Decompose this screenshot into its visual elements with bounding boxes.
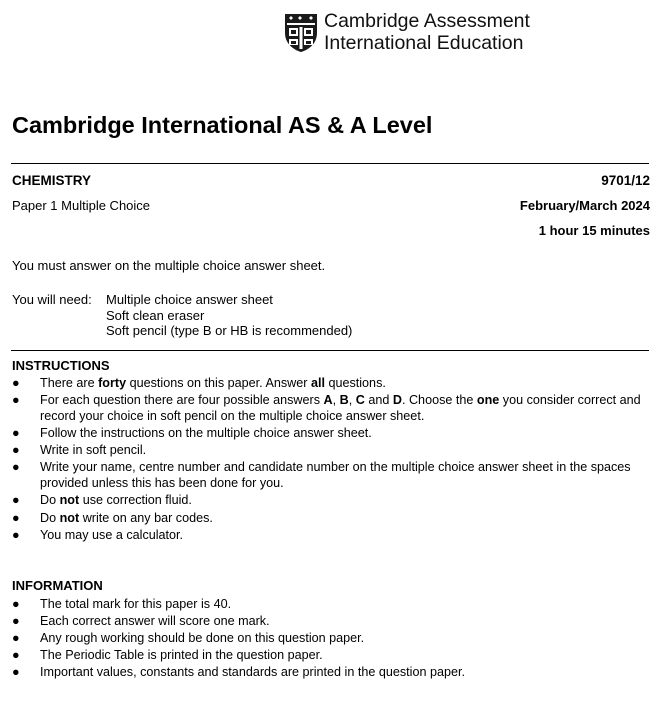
bullet-icon: ● xyxy=(12,527,20,542)
information-list xyxy=(12,596,652,681)
list-item xyxy=(12,630,652,646)
list-item-text: You may use a calculator. xyxy=(40,527,184,542)
list-item-text: Follow the instructions on the multiple choice answer sheet. xyxy=(40,426,372,441)
list-item-text: Each correct answer will score one mark. xyxy=(40,614,270,629)
list-item xyxy=(12,527,652,543)
bullet-icon: ● xyxy=(12,631,20,646)
bullet-icon: ● xyxy=(12,614,20,629)
bullet-icon: ● xyxy=(12,665,20,680)
list-item-text: The total mark for this paper is 40. xyxy=(40,597,232,611)
list-item-text: Any rough working should be done on this question paper. xyxy=(40,631,365,646)
bullet-icon: ● xyxy=(12,648,20,663)
list-item-text: Write in soft pencil. xyxy=(40,443,147,458)
exam-duration: 1 hour 15 minutes xyxy=(538,223,650,238)
list-item-text: Do not use correction fluid. xyxy=(40,493,192,508)
page-title: Cambridge International AS & A Level xyxy=(12,112,433,138)
list-item xyxy=(12,664,652,680)
list-item-text: For each question there are four possible answers A, B, C and D. Choose the one you consider correct and record your choice in soft pencil on the multiple choice answer sheet. xyxy=(40,393,641,424)
subject-label: CHEMISTRY xyxy=(12,173,92,188)
list-item xyxy=(12,459,652,491)
logo-line-2: International Education xyxy=(324,32,524,54)
list-item xyxy=(12,392,652,424)
list-item xyxy=(12,613,652,629)
list-item xyxy=(12,510,652,526)
materials-label: You will need: xyxy=(12,292,92,307)
list-item-text: There are forty questions on this paper. Answer all questions. xyxy=(40,376,386,390)
list-item xyxy=(12,442,652,458)
logo-line-1: Cambridge Assessment xyxy=(324,10,530,32)
bullet-icon: ● xyxy=(12,426,20,441)
bullet-icon: ● xyxy=(12,510,20,525)
instructions-heading: INSTRUCTIONS xyxy=(12,358,110,373)
information-heading: INFORMATION xyxy=(12,578,103,593)
cambridge-logo xyxy=(284,11,564,55)
bullet-icon: ● xyxy=(12,597,20,611)
materials-item: Soft clean eraser xyxy=(106,307,205,323)
bullet-icon: ● xyxy=(12,393,20,408)
list-item xyxy=(12,425,652,441)
materials-item: Soft pencil (type B or HB is recommended) xyxy=(106,323,353,338)
list-item xyxy=(12,647,652,663)
list-item-text: Do not write on any bar codes. xyxy=(40,510,213,525)
materials-item: Multiple choice answer sheet xyxy=(106,292,273,307)
bullet-icon: ● xyxy=(12,443,20,458)
list-item-text: Write your name, centre number and candidate number on the multiple choice answer sheet in the spaces provided unless this has been done for you. xyxy=(40,460,631,491)
bullet-icon: ● xyxy=(12,493,20,508)
top-divider xyxy=(11,163,649,164)
section-divider xyxy=(11,350,649,351)
list-item xyxy=(12,596,652,612)
bullet-icon: ● xyxy=(12,460,20,475)
list-item xyxy=(12,375,652,391)
list-item-text: Important values, constants and standards are printed in the question paper. xyxy=(40,665,465,680)
materials-list xyxy=(106,292,352,339)
list-item-text: The Periodic Table is printed in the question paper. xyxy=(40,648,323,663)
bullet-icon: ● xyxy=(12,376,20,390)
exam-session: February/March 2024 xyxy=(519,198,650,213)
university-shield-icon xyxy=(284,13,318,53)
syllabus-code: 9701/12 xyxy=(601,173,650,188)
paper-label: Paper 1 Multiple Choice xyxy=(12,198,151,213)
answer-sheet-note: You must answer on the multiple choice answer sheet. xyxy=(12,258,326,273)
list-item xyxy=(12,492,652,508)
instructions-list xyxy=(12,375,652,544)
